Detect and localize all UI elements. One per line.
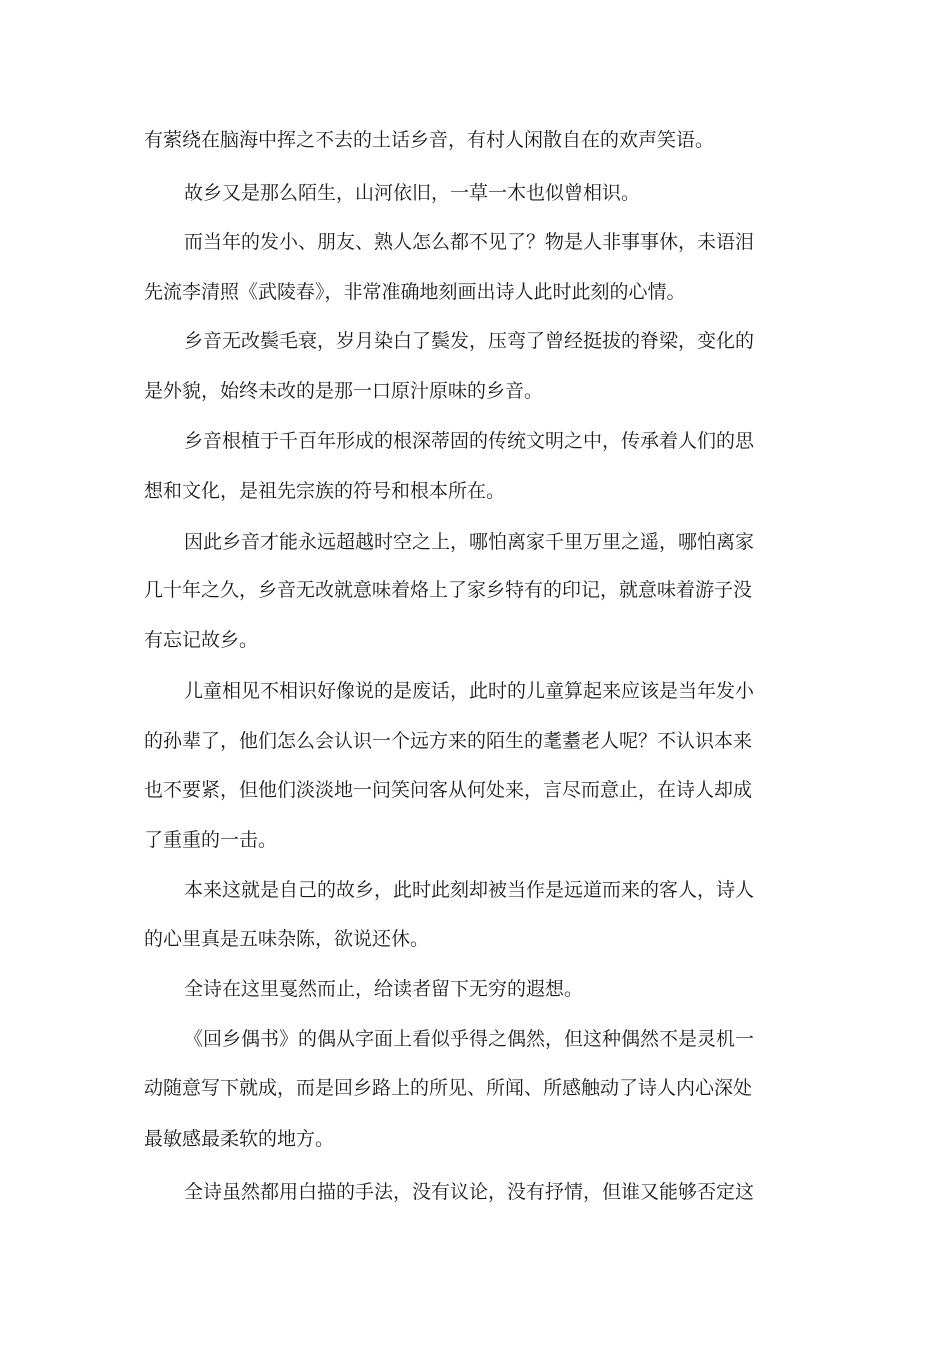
text-line-19: 《回乡偶书》的偶从字面上看似乎得之偶然，但这种偶然不是灵机一 — [184, 1028, 755, 1050]
text-line-21: 最敏感最柔软的地方。 — [144, 1128, 335, 1150]
text-line-8: 想和文化，是祖先宗族的符号和根本所在。 — [144, 480, 506, 502]
text-line-10: 几十年之久，乡音无改就意味着烙上了家乡特有的印记，就意味着游子没 — [144, 579, 753, 601]
text-line-22: 全诗虽然都用白描的手法，没有议论，没有抒情，但谁又能够否定这 — [184, 1181, 755, 1203]
text-line-12: 儿童相见不相识好像说的是废话，此时的儿童算起来应该是当年发小 — [184, 680, 755, 702]
text-line-14: 也不要紧，但他们淡淡地一问笑问客从何处来，言尽而意止，在诗人却成 — [144, 779, 753, 801]
text-line-1: 有萦绕在脑海中挥之不去的土话乡音，有村人闲散自在的欢声笑语。 — [144, 129, 715, 151]
text-line-13: 的孙辈了，他们怎么会认识一个远方来的陌生的耄耋老人呢？不认识本来 — [144, 730, 753, 752]
text-line-2: 故乡又是那么陌生，山河依旧，一草一木也似曾相识。 — [184, 182, 641, 204]
text-line-20: 动随意写下就成，而是回乡路上的所见、所闻、所感触动了诗人内心深处 — [144, 1077, 753, 1099]
text-line-7: 乡音根植于千百年形成的根深蒂固的传统文明之中，传承着人们的思 — [184, 430, 755, 452]
text-line-3: 而当年的发小、朋友、熟人怎么都不见了？物是人非事事休，未语泪 — [184, 231, 755, 253]
text-line-16: 本来这就是自己的故乡，此时此刻却被当作是远道而来的客人，诗人 — [184, 879, 755, 901]
text-line-5: 乡音无改鬓毛衰，岁月染白了鬓发，压弯了曾经挺拔的脊梁，变化的 — [184, 330, 755, 352]
text-line-6: 是外貌，始终未改的是那一口原汁原味的乡音。 — [144, 380, 544, 402]
text-line-15: 了重重的一击。 — [144, 829, 278, 851]
text-line-17: 的心里真是五味杂陈，欲说还休。 — [144, 928, 430, 950]
text-line-4: 先流李清照《武陵春》，非常准确地刻画出诗人此时此刻的心情。 — [144, 281, 686, 303]
text-line-18: 全诗在这里戛然而止，给读者留下无穷的遐想。 — [184, 978, 584, 1000]
text-line-11: 有忘记故乡。 — [144, 629, 259, 651]
text-line-9: 因此乡音才能永远超越时空之上，哪怕离家千里万里之遥，哪怕离家 — [184, 531, 755, 553]
